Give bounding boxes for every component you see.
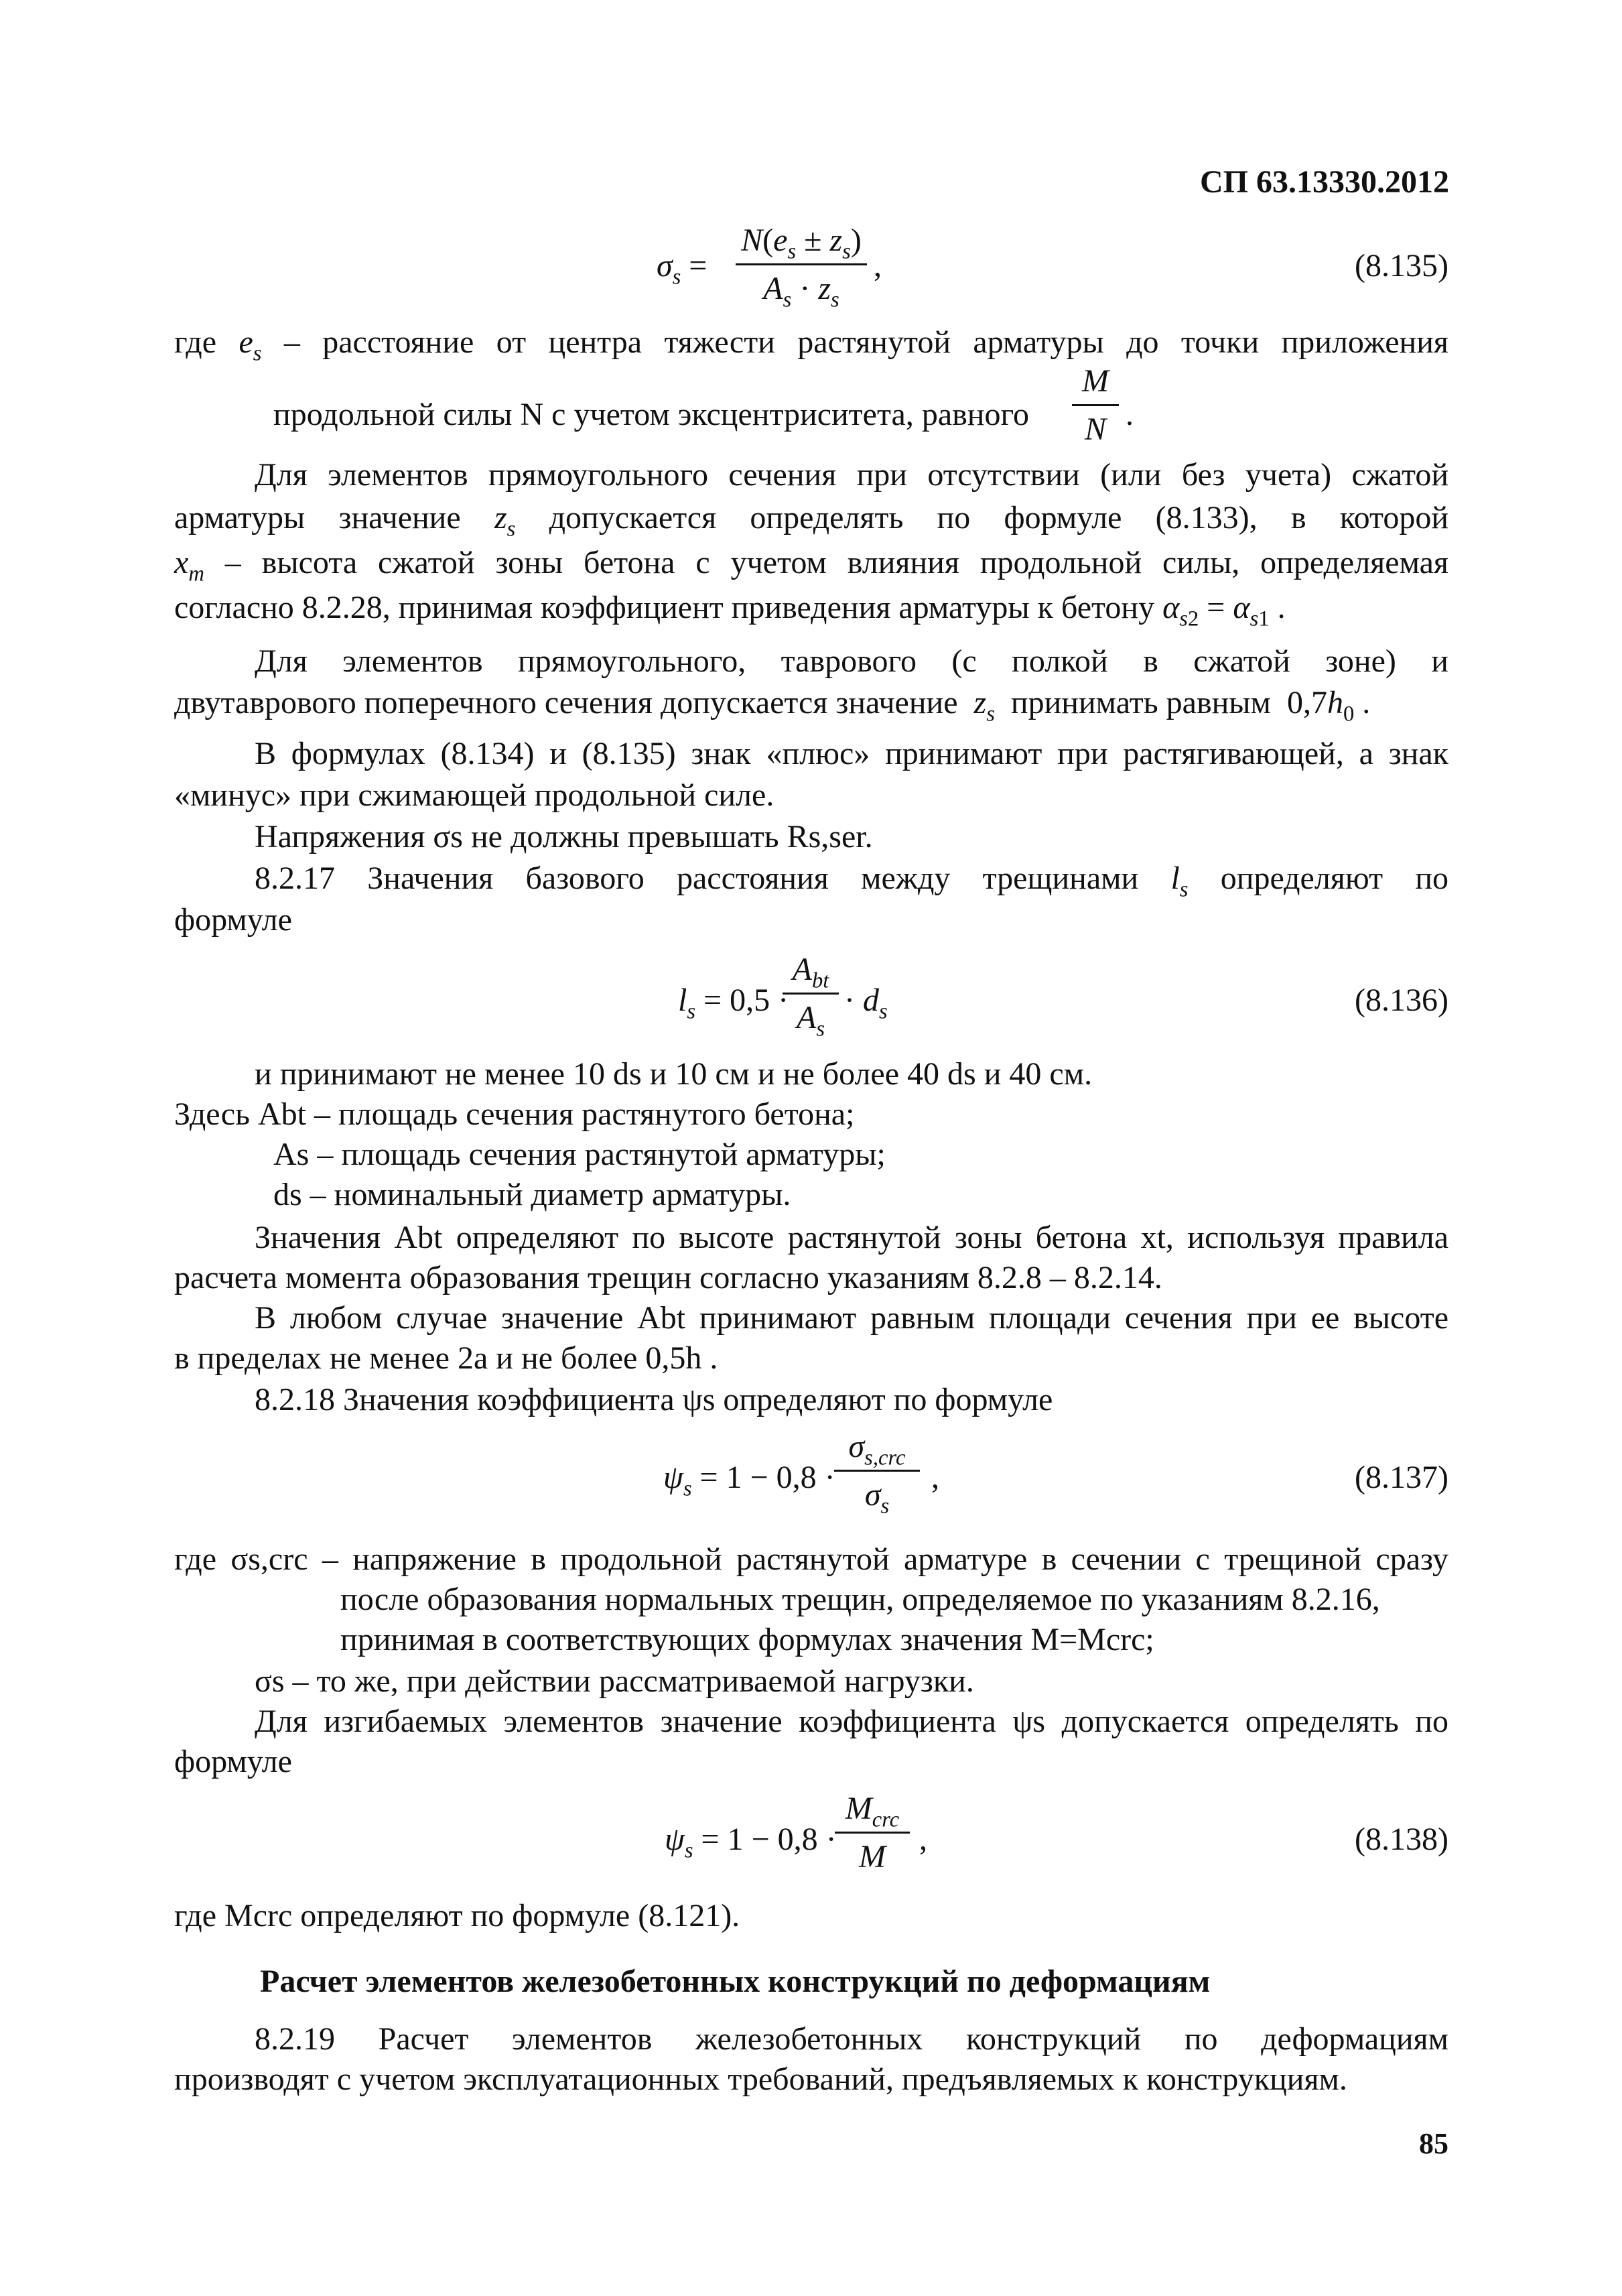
eq-comma: , <box>874 248 882 283</box>
eq-comma: , <box>931 1460 939 1495</box>
equation-number: (8.136) <box>1355 982 1448 1018</box>
definition-line: ds – номинальный диаметр арматуры. <box>273 1177 791 1212</box>
equation-number: (8.137) <box>1355 1460 1448 1495</box>
paragraph-line: в пределах не менее 2a и не более 0,5h . <box>174 1340 718 1376</box>
document-header: СП 63.13330.2012 <box>1200 164 1449 200</box>
paragraph-line: Напряжения σs не должны превышать Rs,ser. <box>255 819 873 854</box>
equation-number: (8.138) <box>1355 1822 1448 1857</box>
equation-8-135 <box>174 221 1448 315</box>
paragraph-line: согласно 8.2.28, принимая коэффициент приведения арматуры к бетону $\alpha_{s2} = \alpha_{s1}$ . <box>174 590 1286 631</box>
equation-8-137 <box>174 1427 1448 1528</box>
paragraph-line: $x_m$ – высота сжатой зоны бетона с учетом влияния продольной силы, определяемая <box>174 545 1448 586</box>
eq-comma: , <box>919 1822 927 1857</box>
definition-line: As – площадь сечения растянутой арматуры; <box>273 1137 886 1172</box>
eq-rhs: · $d_s$ <box>844 982 888 1024</box>
paragraph-line: расчета момента образования трещин согласно указаниям 8.2.8 – 8.2.14. <box>174 1260 1162 1295</box>
paragraph-line: где Mcrc определяют по формуле (8.121). <box>174 1898 740 1933</box>
eq-lhs: $\psi_s = 1 - 0,8$ · <box>665 1822 837 1863</box>
punctuation: . <box>1126 397 1134 432</box>
paragraph-line: двутаврового поперечного сечения допускается значение $z_s$ принимать равным $0,7h_0$ . <box>174 685 1371 726</box>
eq-lhs: $\sigma_s$ = <box>657 248 707 290</box>
paragraph-line: 8.2.17 Значения базового расстояния между трещинами $l_s$ определяют по <box>255 860 1449 902</box>
paragraph-line: и принимают не менее 10 ds и 10 см и не более 40 ds и 40 см. <box>255 1056 1093 1092</box>
paragraph-line: принимая в соответствующих формулах значения M=Mcrc; <box>340 1622 1154 1657</box>
paragraph-line: σs – то же, при действии рассматриваемой нагрузки. <box>255 1663 974 1699</box>
paragraph-line: где $e_s$ – расстояние от центра тяжести растянутой арматуры до точки приложения <box>174 324 1448 366</box>
eq-fraction: $N(e_s \pm z_s)$ $A_s \cdot z_s$ <box>736 221 867 308</box>
paragraph-line: Значения Abt определяют по высоте растянутой зоны бетона xt, используя правила <box>255 1220 1448 1255</box>
paragraph-line: где σs,crc – напряжение в продольной растянутой арматуре в сечении с трещиной сразу <box>174 1541 1448 1577</box>
eq-lhs: $\psi_s = 1 - 0,8$ · <box>663 1460 835 1501</box>
eq-fraction: $A_{bt}$ $A_s$ <box>783 950 839 1037</box>
eq-fraction: $M_{crc}$ M <box>835 1789 910 1876</box>
paragraph-line: арматуры значение $z_s$ допускается определять по формуле (8.133), в которой <box>174 500 1449 541</box>
paragraph-line: после образования нормальных трещин, определяемое по указаниям 8.2.16, <box>340 1582 1380 1617</box>
paragraph-line: формуле <box>174 902 292 938</box>
paragraph-line: формуле <box>174 1744 292 1779</box>
section-title: Расчет элементов железобетонных конструкций по деформациям <box>260 1964 1211 1999</box>
paragraph-line: 8.2.18 Значения коэффициента ψs определяют по формуле <box>255 1382 1053 1417</box>
page-number: 85 <box>1419 2127 1448 2160</box>
eq-fraction: $\sigma_{s,crc}$ $\sigma_s$ <box>834 1427 920 1515</box>
paragraph-line: Для элементов прямоугольного сечения при отсутствии (или без учета) сжатой <box>255 457 1448 493</box>
equation-number: (8.135) <box>1355 248 1448 283</box>
eccentricity-fraction: M N <box>1072 362 1119 449</box>
paragraph-line: В любом случае значение Abt принимают равным площади сечения при ее высоте <box>255 1300 1448 1336</box>
equation-8-138 <box>174 1789 1448 1890</box>
paragraph-line: В формулах (8.134) и (8.135) знак «плюс» принимают при растягивающей, а знак <box>255 736 1448 771</box>
eq-lhs: $l_s = 0,5$ · <box>678 982 789 1024</box>
paragraph-line: Для изгибаемых элементов значение коэффициента ψs допускается определять по <box>255 1704 1448 1739</box>
paragraph-line: Для элементов прямоугольного, таврового (с полкой в сжатой зоне) и <box>255 643 1448 679</box>
paragraph-line: 8.2.19 Расчет элементов железобетонных конструкций по деформациям <box>255 2021 1448 2057</box>
paragraph-line: «минус» при сжимающей продольной силе. <box>174 777 774 813</box>
paragraph-line: продольной силы N с учетом эксцентриситета, равного <box>273 397 1029 432</box>
definition-line: Здесь Abt – площадь сечения растянутого бетона; <box>174 1096 855 1132</box>
equation-8-136 <box>174 950 1448 1051</box>
paragraph-line: производят с учетом эксплуатационных требований, предъявляемых к конструкциям. <box>174 2061 1347 2097</box>
